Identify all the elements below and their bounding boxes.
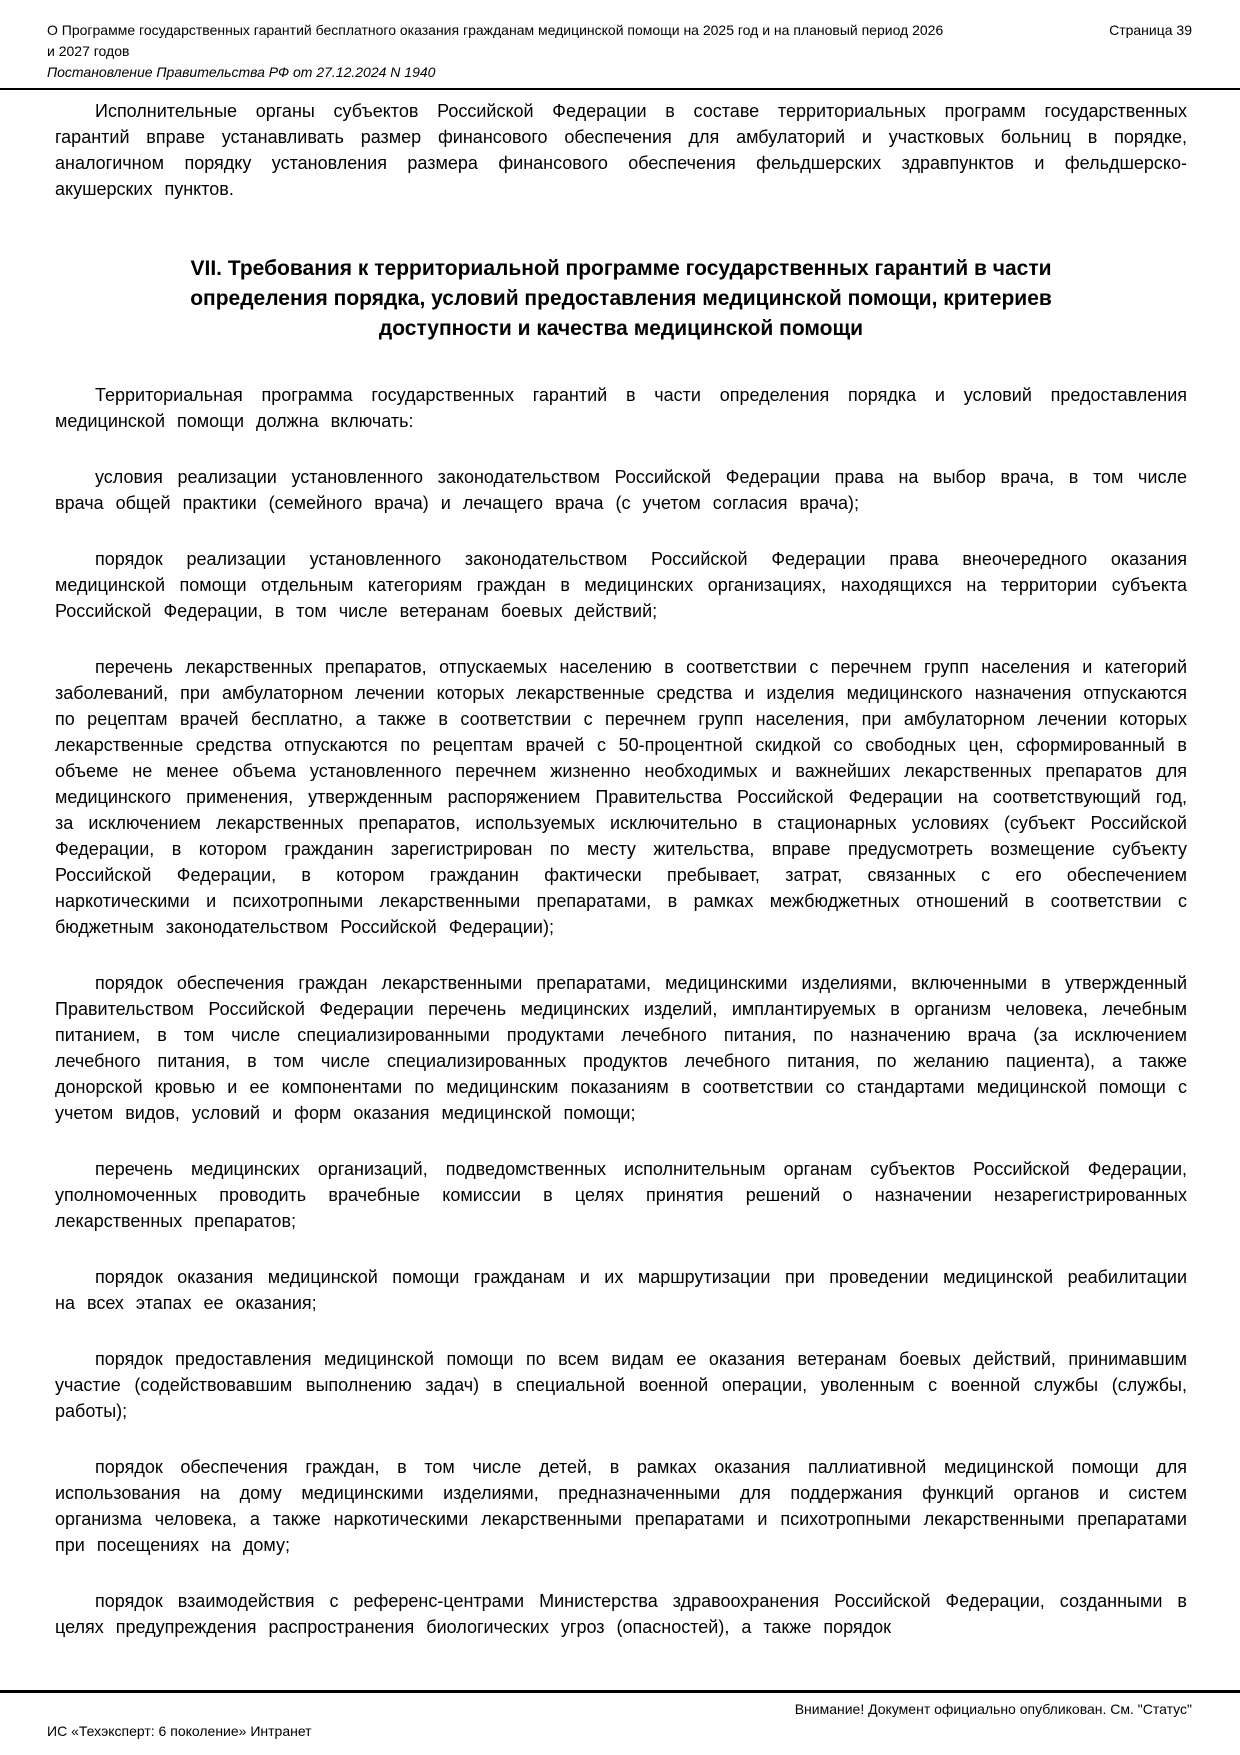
- publication-notice: Внимание! Документ официально опубликован. См. "Статус": [794, 1701, 1192, 1717]
- section-heading: VII. Требования к территориальной программе государственных гарантий в части определения порядка, условий предоставления медицинской помощи, критериев доступности и качества медицинской помощи: [190, 257, 1052, 340]
- document-title-line-1: О Программе государственных гарантий бесплатного оказания гражданам медицинской помощи на 2025 год и на плановый период 2026: [47, 22, 944, 38]
- system-name-label: ИС «Техэксперт: 6 поколение» Интранет: [47, 1723, 312, 1739]
- body-paragraph: Территориальная программа государственных гарантий в части определения порядка и условий предоставления медицинской помощи должна включать:: [55, 385, 1187, 431]
- body-paragraph: порядок взаимодействия с референс-центрами Министерства здравоохранения Российской Федерации, созданными в целях предупреждения распространения биологических угроз (опасностей), а также порядок: [55, 1591, 1187, 1637]
- body-paragraph: перечень медицинских организаций, подведомственных исполнительным органам субъектов Российской Федерации, уполномоченных проводить врачебные комиссии в целях принятия решений о назначении незарегистрированных лекарственных препаратов;: [55, 1159, 1187, 1231]
- header-title-row: [47, 20, 1192, 62]
- document-title-line-2: и 2027 годов: [47, 43, 130, 59]
- body-paragraph: условия реализации установленного законодательством Российской Федерации права на выбор врача, в том числе врача общей практики (семейного врача) и лечащего врача (с учетом согласия врача);: [55, 467, 1187, 513]
- document-footer: [0, 1690, 1240, 1755]
- body-paragraph: порядок обеспечения граждан, в том числе детей, в рамках оказания паллиативной медицинской помощи для использования на дому медицинскими изделиями, предназначенными для поддержания функций органов и систем организма человека, а также наркотическими лекарственными препаратами и психотропными лекарственными препаратами при посещениях на дому;: [55, 1457, 1187, 1555]
- document-title: [47, 20, 1057, 62]
- body-paragraph: порядок предоставления медицинской помощи по всем видам ее оказания ветеранам боевых действий, принимавшим участие (содействовавшим выполнению задач) в специальной военной операции, уволенным с военной службы (службы, работы);: [55, 1349, 1187, 1421]
- body-paragraph: порядок обеспечения граждан лекарственными препаратами, медицинскими изделиями, включенными в утвержденный Правительством Российской Федерации перечень медицинских изделий, имплантируемых в организм человека, лечебным питанием, в том числе специализированными продуктами лечебного питания, по назначению врача (за исключением лечебного питания, в том числе специализированных продуктов лечебного питания, по желанию пациента), а также донорской кровью и ее компонентами по медицинским показаниям в соответствии со стандартами медицинской помощи с учетом видов, условий и форм оказания медицинской помощи;: [55, 973, 1187, 1123]
- body-paragraph: порядок реализации установленного законодательством Российской Федерации права внеочередного оказания медицинской помощи отдельным категориям граждан в медицинских организациях, находящихся на территории субъекта Российской Федерации, в том числе ветеранам боевых действий;: [55, 549, 1187, 621]
- body-paragraph: Исполнительные органы субъектов Российской Федерации в составе территориальных программ государственных гарантий вправе устанавливать размер финансового обеспечения для амбулаторий и участковых больниц в порядке, аналогичном порядку установления размера финансового обеспечения фельдшерских здравпунктов и фельдшерско-акушерских пунктов.: [55, 101, 1187, 199]
- body-paragraph: порядок оказания медицинской помощи гражданам и их маршрутизации при проведении медицинской реабилитации на всех этапах ее оказания;: [55, 1267, 1187, 1313]
- document-subtitle: Постановление Правительства РФ от 27.12.2024 N 1940: [47, 64, 436, 80]
- body-paragraph: перечень лекарственных препаратов, отпускаемых населению в соответствии с перечнем групп населения и категорий заболеваний, при амбулаторном лечении которых лекарственные средства и изделия медицинского назначения отпускаются по рецептам врачей бесплатно, а также в соответствии с перечнем групп населения, при амбулаторном лечении которых лекарственные средства отпускаются по рецептам врачей с 50-процентной скидкой со свободных цен, сформированный в объеме не менее объема установленного перечнем жизненно необходимых и важнейших лекарственных препаратов для медицинского применения, утвержденным распоряжением Правительства Российской Федерации на соответствующий год, за исключением лекарственных препаратов, используемых исключительно в стационарных условиях (субъект Российской Федерации, в котором гражданин зарегистрирован по месту жительства, вправе предусмотреть возмещение субъекту Российской Федерации, в котором гражданин фактически пребывает, затрат, связанных с его обеспечением наркотическими и психотропными лекарственными препаратами, в рамках межбюджетных отношений в соответствии с бюджетным законодательством Российской Федерации);: [55, 657, 1187, 937]
- document-body: [0, 90, 1240, 1755]
- document-header: [0, 0, 1240, 88]
- page-number-label: Страница 39: [1109, 22, 1192, 38]
